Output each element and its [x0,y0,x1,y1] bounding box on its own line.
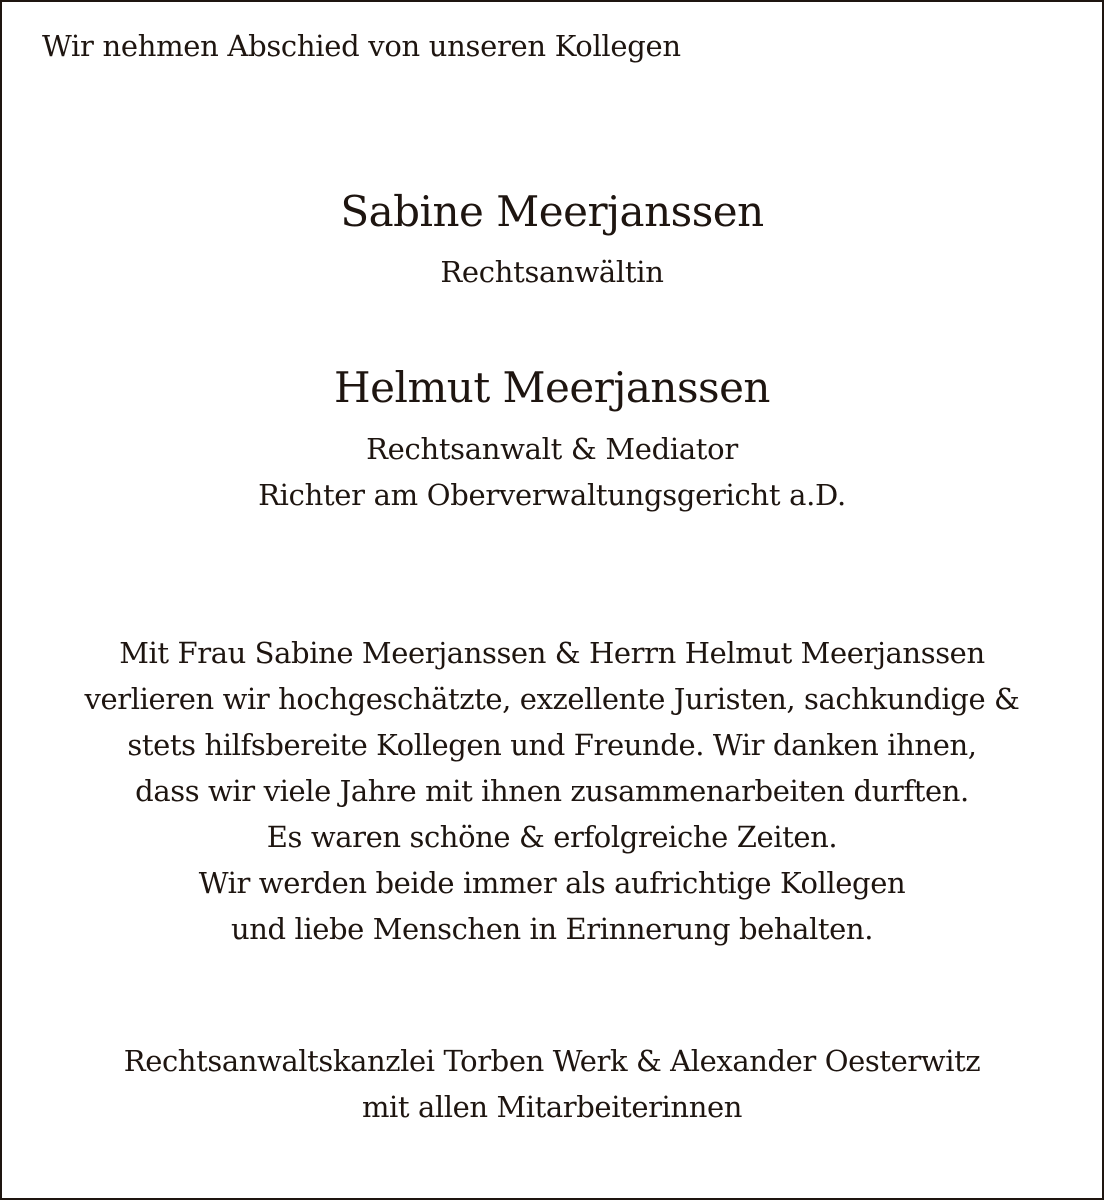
body-line: verlieren wir hochgeschätzte, exzellente Juristen, sachkundige & [84,682,1020,716]
notice-signature [2,1038,1102,1130]
body-line: Mit Frau Sabine Meerjanssen & Herrn Helmut Meerjanssen [119,636,985,670]
signature-line-staff: mit allen Mitarbeiterinnen [361,1090,743,1124]
body-line: stets hilfsbereite Kollegen und Freunde. Wir danken ihnen, [127,728,977,762]
person-name-sabine: Sabine Meerjanssen [340,187,764,236]
body-line: Es waren schöne & erfolgreiche Zeiten. [266,820,838,854]
body-line: Wir werden beide immer als aufrichtige Kollegen [198,866,906,900]
person-title-sabine: Rechtsanwältin [440,255,664,289]
notice-heading: Wir nehmen Abschied von unseren Kollegen [42,29,681,63]
notice-body [2,630,1102,952]
person-title-helmut-1: Rechtsanwalt & Mediator [366,432,738,466]
body-line: und liebe Menschen in Erinnerung behalten. [230,912,874,946]
person-titles-helmut [2,426,1102,518]
person-name-helmut: Helmut Meerjanssen [334,363,770,412]
signature-line-firm: Rechtsanwaltskanzlei Torben Werk & Alexander Oesterwitz [123,1044,981,1078]
person-title-helmut-2: Richter am Oberverwaltungsgericht a.D. [258,478,846,512]
body-line: dass wir viele Jahre mit ihnen zusammenarbeiten durften. [135,774,969,808]
